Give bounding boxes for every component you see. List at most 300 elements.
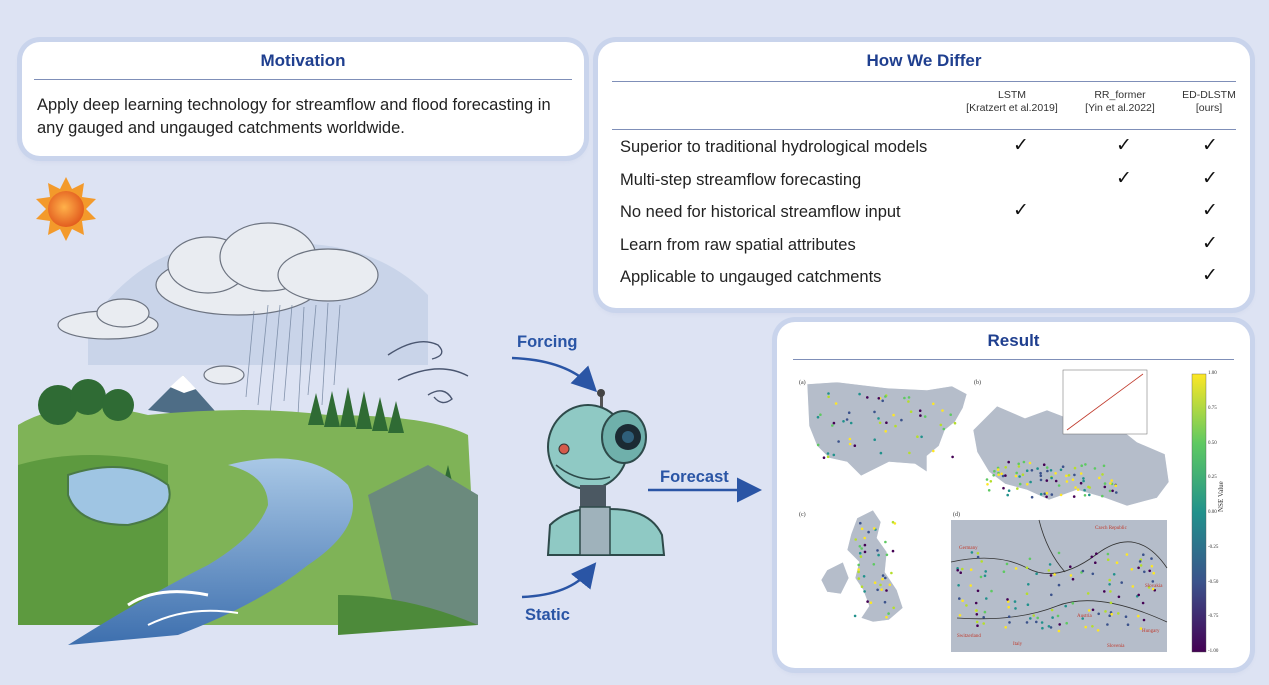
- map-label: Czech Republic: [1095, 526, 1127, 531]
- feature-row-label: Learn from raw spatial attributes: [620, 235, 856, 254]
- station-point: [1026, 621, 1029, 624]
- station-point: [976, 624, 979, 627]
- station-point: [887, 612, 890, 615]
- station-point: [1051, 493, 1054, 496]
- static-arrow: [522, 570, 590, 597]
- column-ref: [Yin et al.2022]: [1085, 102, 1155, 114]
- station-point: [1126, 553, 1129, 556]
- station-point: [1148, 570, 1151, 573]
- station-point: [1108, 579, 1111, 582]
- station-point: [1023, 461, 1026, 464]
- check-icon: ✓: [1116, 167, 1132, 189]
- station-point: [892, 414, 895, 417]
- station-point: [859, 552, 862, 555]
- station-point: [863, 590, 866, 593]
- station-point: [886, 554, 889, 557]
- station-point: [894, 425, 897, 428]
- station-point: [1050, 574, 1053, 577]
- forcing-label: Forcing: [517, 333, 578, 351]
- station-point: [1088, 609, 1091, 612]
- colorbar-tick: -1.00: [1208, 649, 1219, 654]
- station-point: [1029, 558, 1032, 561]
- station-point: [873, 438, 876, 441]
- station-point: [850, 422, 853, 425]
- station-point: [1087, 592, 1090, 595]
- station-point: [920, 436, 923, 439]
- station-point: [961, 599, 964, 602]
- station-point: [1026, 592, 1029, 595]
- station-point: [857, 564, 860, 567]
- station-point: [1051, 609, 1054, 612]
- station-point: [885, 616, 888, 619]
- station-point: [1015, 475, 1018, 478]
- station-point: [1152, 580, 1155, 583]
- station-point: [1057, 615, 1060, 618]
- station-point: [975, 609, 978, 612]
- station-point: [885, 589, 888, 592]
- station-point: [884, 601, 887, 604]
- station-point: [1065, 475, 1068, 478]
- column-ref: [ours]: [1195, 102, 1223, 114]
- differ-title: How We Differ: [866, 51, 982, 70]
- station-point: [1064, 605, 1067, 608]
- station-point: [867, 531, 870, 534]
- station-point: [1152, 572, 1155, 575]
- map-label: Switzerland: [957, 634, 981, 639]
- station-point: [873, 527, 876, 530]
- station-point: [997, 473, 1000, 476]
- station-point: [1103, 590, 1106, 593]
- station-point: [1002, 475, 1005, 478]
- check-icon: ✓: [1202, 167, 1218, 189]
- station-point: [1026, 483, 1029, 486]
- station-point: [980, 560, 983, 563]
- station-point: [863, 537, 866, 540]
- station-point: [1091, 625, 1094, 628]
- station-point: [959, 614, 962, 617]
- station-point: [1008, 489, 1011, 492]
- station-point: [1054, 472, 1057, 475]
- station-point: [988, 489, 991, 492]
- column-header-ed-dlstm: [1176, 89, 1242, 115]
- motivation-divider: [34, 79, 572, 80]
- feature-row-label: No need for historical streamflow input: [620, 203, 901, 221]
- station-point: [1094, 561, 1097, 564]
- forecast-label: Forecast: [660, 468, 729, 486]
- station-point: [859, 545, 862, 548]
- ireland-map: [821, 562, 849, 594]
- station-point: [924, 415, 927, 418]
- station-point: [1048, 625, 1051, 628]
- station-point: [1043, 493, 1046, 496]
- station-point: [986, 483, 989, 486]
- station-point: [1070, 574, 1073, 577]
- station-point: [866, 396, 869, 399]
- station-point: [969, 584, 972, 587]
- station-point: [880, 452, 883, 455]
- station-point: [975, 602, 978, 605]
- map-label: Italy: [1013, 642, 1023, 647]
- station-point: [1110, 602, 1113, 605]
- station-point: [1050, 594, 1053, 597]
- station-point: [1045, 496, 1048, 499]
- station-point: [1058, 584, 1061, 587]
- station-point: [1007, 606, 1010, 609]
- differ-divider-header: [612, 129, 1236, 130]
- colorbar-tick: -0.75: [1208, 614, 1219, 620]
- station-point: [984, 611, 987, 614]
- check-icon: ✓: [1013, 200, 1029, 221]
- station-point: [1106, 623, 1109, 626]
- check-icon: ✓: [1202, 135, 1218, 156]
- station-point: [957, 584, 960, 587]
- station-point: [982, 622, 985, 625]
- station-point: [1041, 621, 1044, 624]
- station-point: [984, 575, 987, 578]
- station-point: [835, 402, 838, 405]
- column-name: ED-DLSTM: [1182, 89, 1236, 101]
- station-point: [1019, 483, 1022, 486]
- station-point: [1139, 560, 1142, 563]
- station-point: [1014, 600, 1017, 603]
- station-point: [1032, 614, 1035, 617]
- check-icon: ✓: [1202, 265, 1218, 286]
- colorbar-tick: 0.50: [1208, 440, 1217, 446]
- station-point: [1039, 472, 1042, 475]
- how-we-differ-card: [598, 42, 1250, 308]
- column-header-lstm: [957, 89, 1067, 115]
- colorbar: [1192, 374, 1206, 652]
- panel-label-d: (d): [953, 512, 960, 518]
- station-point: [1017, 463, 1020, 466]
- station-point: [831, 424, 834, 427]
- colorbar-tick: 0.00: [1208, 510, 1217, 515]
- colorbar-label: NSE Value: [1217, 481, 1225, 512]
- station-point: [1053, 573, 1056, 576]
- station-point: [997, 468, 1000, 471]
- station-point: [1118, 596, 1121, 599]
- station-point: [1072, 578, 1075, 581]
- station-point: [970, 568, 973, 571]
- station-point: [882, 574, 885, 577]
- station-point: [877, 417, 880, 420]
- station-point: [977, 556, 980, 559]
- station-point: [1107, 553, 1110, 556]
- station-point: [1072, 602, 1075, 605]
- station-point: [1107, 558, 1110, 561]
- station-point: [1015, 567, 1018, 570]
- station-point: [1004, 626, 1007, 629]
- feature-row-label: Superior to traditional hydrological models: [620, 138, 928, 156]
- station-point: [1062, 465, 1065, 468]
- station-point: [1014, 607, 1017, 610]
- station-point: [861, 585, 864, 588]
- station-point: [1108, 583, 1111, 586]
- colorbar-tick: 1.00: [1208, 371, 1217, 376]
- station-point: [1137, 615, 1140, 618]
- station-point: [884, 395, 887, 398]
- station-point: [903, 397, 906, 400]
- station-point: [1094, 467, 1097, 470]
- check-icon: ✓: [1013, 135, 1029, 156]
- station-point: [1143, 571, 1146, 574]
- station-point: [1074, 467, 1077, 470]
- station-point: [1104, 486, 1107, 489]
- station-point: [993, 470, 996, 473]
- station-point: [857, 571, 860, 574]
- station-point: [1046, 479, 1049, 482]
- station-point: [876, 549, 879, 552]
- station-point: [1016, 487, 1019, 490]
- station-point: [846, 418, 849, 421]
- station-point: [1080, 482, 1083, 485]
- station-point: [1084, 494, 1087, 497]
- station-point: [881, 400, 884, 403]
- station-point: [1084, 626, 1087, 629]
- station-point: [1142, 602, 1145, 605]
- station-point: [1040, 493, 1043, 496]
- station-point: [870, 601, 873, 604]
- station-point: [842, 420, 845, 423]
- station-point: [985, 597, 988, 600]
- station-point: [1006, 598, 1009, 601]
- column-ref: [Kratzert et al.2019]: [966, 102, 1058, 114]
- station-point: [827, 452, 830, 455]
- station-point: [866, 600, 869, 603]
- station-point: [873, 563, 876, 566]
- station-point: [849, 438, 852, 441]
- station-point: [940, 424, 943, 427]
- station-point: [1074, 486, 1077, 489]
- station-point: [1007, 461, 1010, 464]
- station-point: [1072, 478, 1075, 481]
- station-point: [961, 568, 964, 571]
- station-point: [1031, 469, 1034, 472]
- station-point: [1040, 479, 1043, 482]
- station-point: [1098, 477, 1101, 480]
- result-title: Result: [987, 331, 1040, 350]
- station-point: [848, 411, 851, 414]
- station-point: [1097, 629, 1100, 632]
- map-label: Germany: [959, 546, 978, 551]
- station-point: [910, 410, 913, 413]
- sun-icon: [36, 177, 96, 241]
- panel-label-b: (b): [974, 380, 981, 386]
- station-point: [827, 392, 830, 395]
- station-point: [1092, 573, 1095, 576]
- station-point: [1111, 490, 1114, 493]
- station-point: [1151, 565, 1154, 568]
- motivation-text: Apply deep learning technology for streamflow and flood forecasting in any gauged and ungauged catchments worldwide.: [37, 96, 551, 137]
- map-label: Slovenia: [1107, 644, 1125, 649]
- station-point: [819, 413, 822, 416]
- station-point: [949, 413, 952, 416]
- column-header-rr-former: [1070, 89, 1170, 115]
- station-point: [1115, 491, 1118, 494]
- station-point: [1051, 616, 1054, 619]
- static-label: Static: [525, 606, 570, 624]
- station-point: [1027, 583, 1030, 586]
- station-point: [992, 474, 995, 477]
- station-point: [1080, 464, 1083, 467]
- station-point: [980, 576, 983, 579]
- station-point: [827, 396, 830, 399]
- station-point: [827, 456, 830, 459]
- station-point: [1043, 463, 1046, 466]
- station-point: [932, 450, 935, 453]
- station-point: [874, 581, 877, 584]
- station-point: [879, 584, 882, 587]
- station-point: [889, 584, 892, 587]
- landscape-illustration: [8, 165, 508, 685]
- uk-map: [847, 510, 903, 622]
- station-point: [958, 597, 961, 600]
- station-point: [1131, 568, 1134, 571]
- station-point: [971, 551, 974, 554]
- station-point: [1046, 492, 1049, 495]
- motivation-title: Motivation: [260, 51, 346, 70]
- station-point: [919, 409, 922, 412]
- station-point: [1035, 572, 1038, 575]
- station-point: [1029, 617, 1032, 620]
- station-point: [1040, 475, 1043, 478]
- station-point: [954, 422, 957, 425]
- map-label: Austria: [1077, 614, 1092, 619]
- station-point: [1002, 487, 1005, 490]
- station-point: [951, 456, 954, 459]
- station-point: [860, 547, 863, 550]
- station-point: [1050, 477, 1053, 480]
- station-point: [956, 569, 959, 572]
- station-point: [1058, 630, 1061, 633]
- station-point: [1058, 623, 1061, 626]
- station-point: [959, 571, 962, 574]
- check-icon: ✓: [1116, 135, 1132, 156]
- station-point: [864, 544, 867, 547]
- colorbar-tick: 0.75: [1208, 405, 1217, 411]
- station-point: [1008, 621, 1011, 624]
- station-point: [908, 452, 911, 455]
- station-point: [1097, 613, 1100, 616]
- station-point: [817, 444, 820, 447]
- column-name: LSTM: [997, 89, 1026, 101]
- station-point: [1109, 590, 1112, 593]
- station-point: [1065, 622, 1068, 625]
- station-point: [1036, 467, 1039, 470]
- colorbar-tick: 0.25: [1208, 475, 1217, 481]
- station-point: [1060, 469, 1063, 472]
- forcing-arrow: [512, 358, 590, 385]
- station-point: [1088, 494, 1091, 497]
- result-maps: [777, 322, 1250, 668]
- station-point: [860, 555, 863, 558]
- station-point: [892, 607, 895, 610]
- result-card: [777, 322, 1250, 668]
- check-icon: ✓: [1202, 232, 1218, 254]
- column-name: RR_former: [1094, 89, 1146, 101]
- map-label: Slovakia: [1145, 584, 1163, 589]
- station-point: [1026, 469, 1029, 472]
- station-point: [880, 588, 883, 591]
- station-point: [900, 419, 903, 422]
- panel-label-a: (a): [799, 380, 806, 386]
- station-point: [858, 393, 861, 396]
- station-point: [833, 422, 836, 425]
- station-point: [1068, 474, 1071, 477]
- station-point: [907, 400, 910, 403]
- station-point: [859, 522, 862, 525]
- station-point: [881, 578, 884, 581]
- station-point: [1050, 469, 1053, 472]
- feature-row-label: Multi-step streamflow forecasting: [620, 170, 862, 189]
- station-point: [1104, 610, 1107, 613]
- station-point: [861, 528, 864, 531]
- station-point: [1018, 465, 1021, 468]
- station-point: [1132, 585, 1135, 588]
- station-point: [1004, 466, 1007, 469]
- station-point: [1046, 470, 1049, 473]
- station-point: [1058, 552, 1061, 555]
- station-point: [884, 541, 887, 544]
- station-point: [1035, 621, 1038, 624]
- map-label: Hungary: [1142, 629, 1160, 634]
- station-point: [1058, 484, 1061, 487]
- station-point: [884, 577, 887, 580]
- station-point: [1004, 474, 1007, 477]
- station-point: [1127, 623, 1130, 626]
- station-point: [965, 604, 968, 607]
- station-point: [1110, 613, 1113, 616]
- station-point: [858, 577, 861, 580]
- station-point: [1003, 570, 1006, 573]
- station-point: [1082, 570, 1085, 573]
- station-point: [1120, 581, 1123, 584]
- station-point: [879, 422, 882, 425]
- station-point: [1137, 594, 1140, 597]
- station-point: [1073, 474, 1076, 477]
- station-point: [1073, 495, 1076, 498]
- colorbar-tick: -0.25: [1208, 544, 1219, 550]
- station-point: [837, 440, 840, 443]
- station-point: [1026, 566, 1029, 569]
- station-point: [1091, 556, 1094, 559]
- station-point: [1060, 494, 1063, 497]
- station-point: [977, 552, 980, 555]
- station-point: [1109, 490, 1112, 493]
- station-point: [1006, 494, 1009, 497]
- station-point: [1137, 567, 1140, 570]
- station-point: [1101, 495, 1104, 498]
- station-point: [1077, 488, 1080, 491]
- station-point: [982, 616, 985, 619]
- station-point: [1087, 486, 1090, 489]
- station-point: [1150, 557, 1153, 560]
- station-point: [977, 590, 980, 593]
- station-point: [1031, 496, 1034, 499]
- station-point: [1015, 472, 1018, 475]
- station-point: [1000, 473, 1003, 476]
- station-point: [932, 403, 935, 406]
- station-point: [1066, 480, 1069, 483]
- motivation-card: [22, 42, 584, 156]
- station-point: [854, 538, 857, 541]
- station-point: [892, 521, 895, 524]
- station-point: [817, 416, 820, 419]
- station-point: [1036, 617, 1039, 620]
- station-point: [1109, 482, 1112, 485]
- station-point: [976, 613, 979, 616]
- station-point: [1113, 573, 1116, 576]
